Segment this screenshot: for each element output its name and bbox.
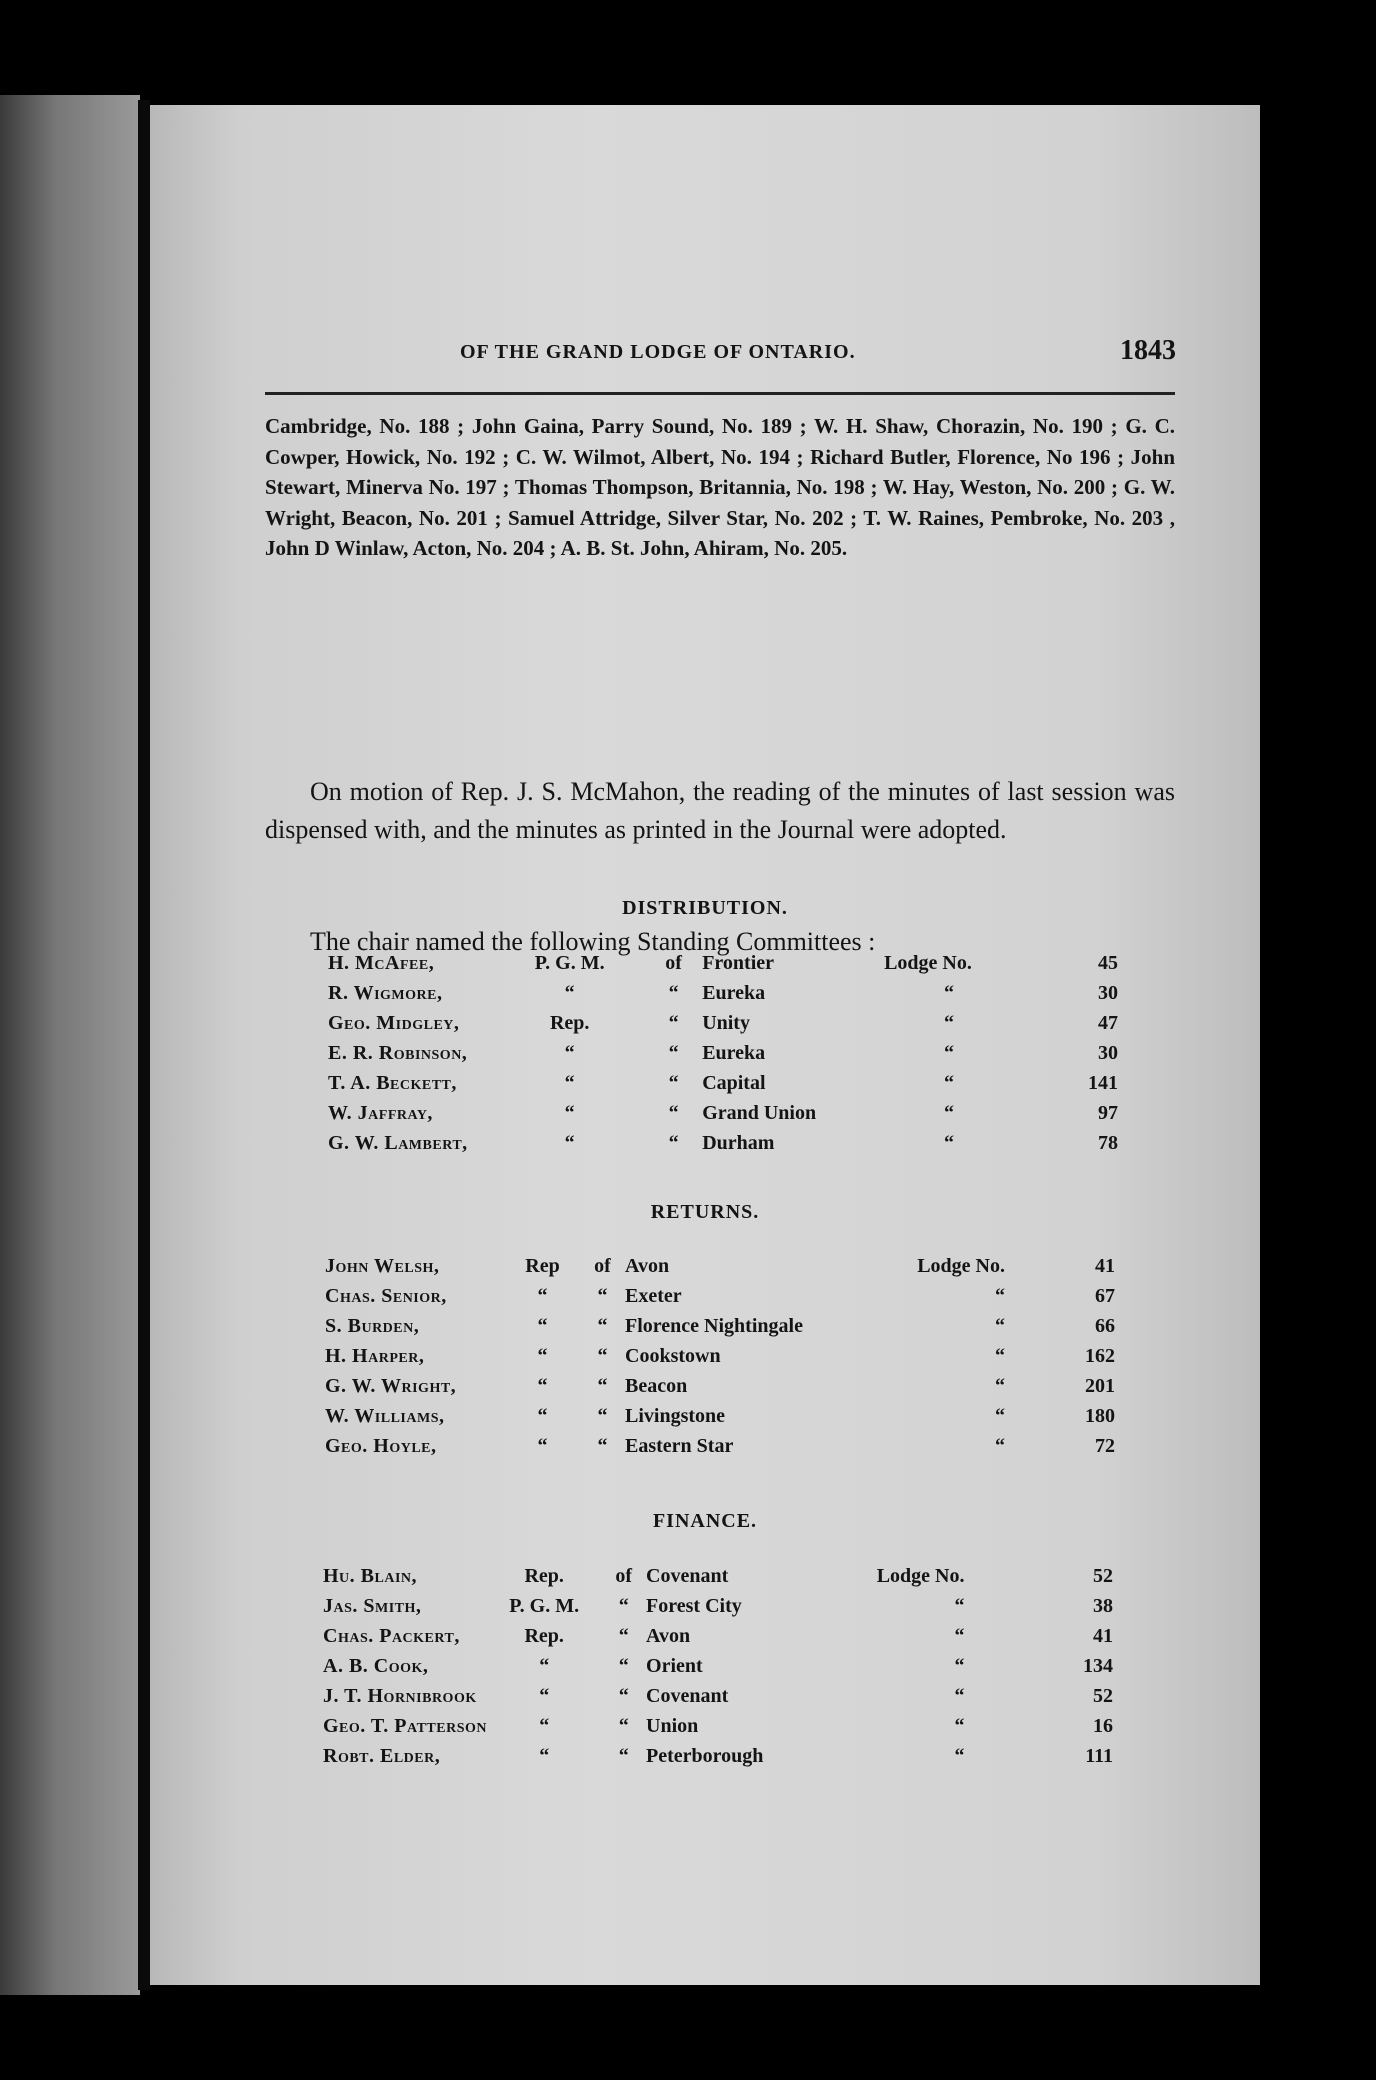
table-row — [325, 1401, 1115, 1431]
lodge-name: Peterborough — [646, 1744, 764, 1767]
member-rank: “ — [564, 1071, 575, 1094]
header-rule — [265, 392, 1175, 395]
running-header-title: OF THE GRAND LODGE OF ONTARIO. — [460, 341, 856, 363]
lodge-name: Eureka — [702, 1041, 766, 1064]
lodge-name: Durham — [702, 1131, 775, 1154]
lodge-label: “ — [995, 1344, 1005, 1367]
table-row — [328, 1128, 1118, 1158]
lodge-label: “ — [954, 1744, 965, 1767]
member-of: “ — [618, 1744, 629, 1767]
lodge-number: 180 — [1085, 1404, 1115, 1427]
table-row — [328, 1038, 1118, 1068]
member-of: “ — [597, 1284, 608, 1307]
member-rank: “ — [539, 1654, 550, 1677]
left-page-edge — [0, 95, 140, 1995]
member-of: “ — [668, 1131, 679, 1154]
lodge-label: “ — [954, 1594, 965, 1617]
lodge-number: 97 — [1098, 1101, 1118, 1124]
table-row — [328, 1098, 1118, 1128]
lodge-label: “ — [995, 1434, 1005, 1457]
lodge-number: 72 — [1095, 1434, 1115, 1457]
table-row — [328, 1008, 1118, 1038]
member-name: H. Harper, — [325, 1344, 425, 1367]
member-name: Geo. Hoyle, — [325, 1434, 437, 1457]
table-row — [323, 1711, 1113, 1741]
member-of: “ — [597, 1314, 608, 1337]
table-row — [323, 1741, 1113, 1771]
lodge-number: 47 — [1098, 1011, 1118, 1034]
lodge-number: 67 — [1095, 1284, 1115, 1307]
lodge-name: Florence Nightingale — [625, 1314, 803, 1337]
lodge-number: 41 — [1095, 1254, 1115, 1277]
lodge-number: 141 — [1088, 1071, 1118, 1094]
member-of: of — [615, 1564, 633, 1587]
lodge-label: “ — [995, 1374, 1005, 1397]
member-name: H. McAfee, — [328, 951, 435, 974]
member-rank: “ — [564, 1101, 575, 1124]
table-row — [323, 1591, 1113, 1621]
member-name: W. Jaffray, — [328, 1101, 433, 1124]
running-header — [460, 335, 1180, 379]
member-rank: “ — [539, 1744, 550, 1767]
lodge-label: “ — [995, 1314, 1005, 1337]
lodge-label: “ — [944, 1131, 955, 1154]
member-name: T. A. Beckett, — [328, 1071, 457, 1094]
lodge-number: 52 — [1093, 1684, 1113, 1707]
member-of: “ — [618, 1714, 629, 1737]
lodge-label: “ — [944, 1041, 955, 1064]
table-row — [325, 1281, 1115, 1311]
page-number: 1843 — [1120, 335, 1176, 366]
finance-committee-title: FINANCE. — [652, 1510, 758, 1532]
table-row — [323, 1621, 1113, 1651]
member-of: “ — [668, 1041, 679, 1064]
member-name: Robt. Elder, — [323, 1744, 441, 1767]
member-rank: Rep. — [524, 1624, 564, 1647]
lodge-label: “ — [954, 1684, 965, 1707]
lodge-name: Orient — [646, 1654, 703, 1677]
lodge-number: 30 — [1098, 981, 1118, 1004]
lodge-label: Lodge No. — [884, 951, 972, 974]
lodge-number: 201 — [1085, 1374, 1115, 1397]
member-of: of — [594, 1254, 611, 1277]
lodge-name: Exeter — [625, 1284, 682, 1307]
member-of: “ — [668, 981, 679, 1004]
distribution-committee-title: DISTRIBUTION. — [622, 897, 788, 919]
lodge-label: “ — [944, 1101, 955, 1124]
member-of: “ — [597, 1344, 608, 1367]
table-row — [325, 1341, 1115, 1371]
lodge-number: 78 — [1098, 1131, 1118, 1154]
table-row — [328, 978, 1118, 1008]
member-of: “ — [618, 1684, 629, 1707]
member-name: Geo. T. Patterson — [323, 1714, 487, 1737]
table-row — [325, 1431, 1115, 1461]
member-rank: “ — [537, 1374, 548, 1397]
table-row — [325, 1251, 1115, 1281]
lodge-name: Avon — [625, 1254, 670, 1277]
lodge-number: 45 — [1098, 951, 1118, 974]
member-name: W. Williams, — [325, 1404, 445, 1427]
member-name: J. T. Hornibrook — [323, 1684, 477, 1707]
lodge-name: Unity — [702, 1011, 750, 1034]
lodge-number: 16 — [1093, 1714, 1113, 1737]
lodge-name: Covenant — [646, 1564, 729, 1587]
lodge-name: Frontier — [702, 951, 775, 974]
member-name: G. W. Wright, — [325, 1374, 457, 1397]
member-rank: Rep — [525, 1254, 560, 1277]
lodge-number: 41 — [1093, 1624, 1113, 1647]
lodge-label: “ — [954, 1624, 965, 1647]
table-row — [323, 1681, 1113, 1711]
member-of: “ — [618, 1654, 629, 1677]
member-rank: “ — [537, 1434, 548, 1457]
member-name: Chas. Senior, — [325, 1284, 447, 1307]
lodge-number: 134 — [1083, 1654, 1113, 1677]
member-name: John Welsh, — [325, 1254, 440, 1277]
table-row — [328, 948, 1118, 978]
returns-committee-table — [325, 1251, 1115, 1461]
member-rank: “ — [539, 1714, 550, 1737]
member-of: “ — [597, 1374, 608, 1397]
member-rank: “ — [537, 1404, 548, 1427]
lodge-name: Eastern Star — [625, 1434, 734, 1457]
returns-rows — [325, 1251, 1115, 1461]
lodge-number: 111 — [1085, 1744, 1113, 1767]
member-name: G. W. Lambert, — [328, 1131, 468, 1154]
member-rank: “ — [537, 1344, 548, 1367]
distribution-committee-table — [328, 948, 1118, 1158]
returns-committee-title: RETURNS. — [650, 1201, 760, 1223]
member-of: “ — [618, 1624, 629, 1647]
member-name: S. Burden, — [325, 1314, 420, 1337]
member-rank: P. G. M. — [509, 1594, 580, 1617]
lodge-name: Forest City — [646, 1594, 742, 1617]
member-rank: P. G. M. — [534, 951, 605, 974]
member-rank: “ — [564, 981, 575, 1004]
representatives-paragraph: Cambridge, No. 188 ; John Gaina, Parry Sound, No. 189 ; W. H. Shaw, Chorazin, No. 190 ; G. C. Cowper, Howick, No. 192 ; C. W. Wilmot, Albert, No. 194 ; Richard Butler, Florence, No 196 ; John Stewart, Minerva No. 197 ; Thomas Thompson, Britannia, No. 198 ; W. Hay, Weston, No. 200 ; G. W. Wright, Beacon, No. 201 ; Samuel Attridge, Silver Star, No. 202 ; T. W. Raines, Pembroke, No. 203 , John D Winlaw, Acton, No. 204 ; A. B. St. John, Ahiram, No. 205. — [265, 414, 1175, 560]
member-of: of — [665, 951, 682, 974]
lodge-number: 38 — [1093, 1594, 1113, 1617]
table-row — [328, 1068, 1118, 1098]
member-rank: Rep. — [524, 1564, 564, 1587]
member-name: A. B. Cook, — [323, 1654, 429, 1677]
member-name: Jas. Smith, — [323, 1594, 422, 1617]
finance-rows — [323, 1561, 1113, 1771]
lodge-label: “ — [995, 1404, 1005, 1427]
lodge-number: 52 — [1093, 1564, 1113, 1587]
member-of: “ — [668, 1011, 679, 1034]
lodge-label: “ — [954, 1714, 965, 1737]
lodge-number: 30 — [1098, 1041, 1118, 1064]
member-rank: “ — [537, 1314, 548, 1337]
finance-committee-table — [323, 1561, 1113, 1771]
member-of: “ — [668, 1071, 679, 1094]
lodge-label: “ — [954, 1654, 965, 1677]
lodge-number: 162 — [1085, 1344, 1115, 1367]
distribution-rows — [328, 948, 1118, 1158]
lodge-label: “ — [944, 981, 955, 1004]
lodge-name: Capital — [702, 1071, 766, 1094]
lodge-name: Beacon — [625, 1374, 688, 1397]
document-page — [150, 105, 1260, 1985]
member-rank: Rep. — [549, 1011, 590, 1034]
lodge-label: “ — [944, 1011, 955, 1034]
member-of: “ — [618, 1594, 629, 1617]
table-row — [323, 1651, 1113, 1681]
lodge-label: Lodge No. — [876, 1564, 965, 1587]
motion-paragraph: On motion of Rep. J. S. McMahon, the reading of the minutes of last session was dispensed with, and the minutes as printed in the Journal were adopted. — [265, 777, 1175, 844]
member-name: R. Wigmore, — [328, 981, 443, 1004]
member-rank: “ — [564, 1131, 575, 1154]
lodge-name: Eureka — [702, 981, 766, 1004]
lodge-number: 66 — [1095, 1314, 1115, 1337]
member-name: Chas. Packert, — [323, 1624, 460, 1647]
member-of: “ — [668, 1101, 679, 1124]
member-name: Hu. Blain, — [323, 1564, 418, 1587]
member-rank: “ — [564, 1041, 575, 1064]
lodge-name: Covenant — [646, 1684, 729, 1707]
lodge-name: Avon — [646, 1624, 691, 1647]
lodge-label: “ — [944, 1071, 955, 1094]
member-of: “ — [597, 1434, 608, 1457]
member-of: “ — [597, 1404, 608, 1427]
lodge-name: Grand Union — [702, 1101, 817, 1124]
table-row — [325, 1311, 1115, 1341]
book-gutter — [138, 100, 150, 1990]
lodge-label: Lodge No. — [917, 1254, 1005, 1277]
member-rank: “ — [539, 1684, 550, 1707]
chair-paragraph: The chair named the following Standing Committees : — [310, 927, 876, 956]
table-row — [323, 1561, 1113, 1591]
member-rank: “ — [537, 1284, 548, 1307]
member-name: Geo. Midgley, — [328, 1011, 460, 1034]
member-name: E. R. Robinson, — [328, 1041, 468, 1064]
table-row — [325, 1371, 1115, 1401]
lodge-label: “ — [995, 1284, 1005, 1307]
lodge-name: Livingstone — [625, 1404, 726, 1427]
lodge-name: Cookstown — [625, 1344, 721, 1367]
lodge-name: Union — [646, 1714, 699, 1737]
